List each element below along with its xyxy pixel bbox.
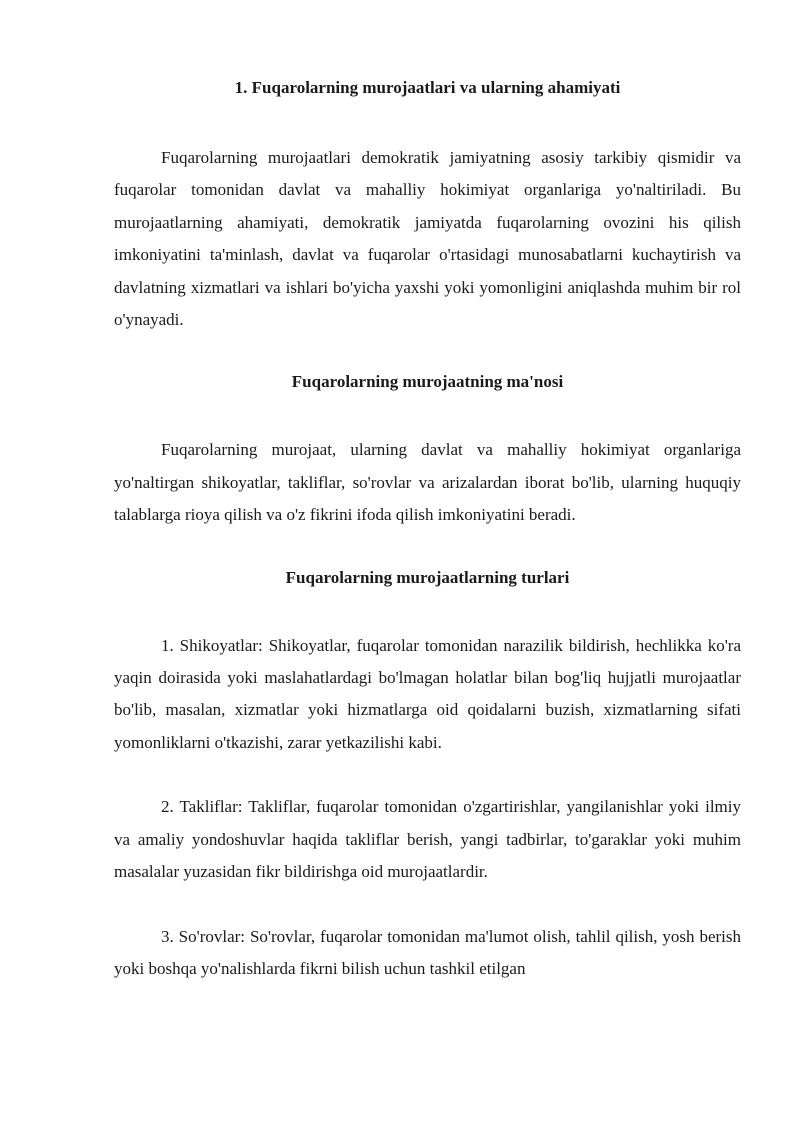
meaning-heading: Fuqarolarning murojaatning ma'nosi (291, 372, 564, 392)
type-item-complaints: 1. Shikoyatlar: Shikoyatlar, fuqarolar tomonidan narazilik bildirish, hechlikka ko'ra yaqin doirasida yoki maslahatlardagi bo'lmagan holatlar bilan bog'liq hujjatli murojaatlar bo'lib, masalan, xizmatlar yoki hizmatlarga oid qoidalarni buzish, xizmatlarning sifati yomonliklarni o'tkazishi, zarar yetkazilishi kabi. (114, 635, 741, 752)
document-body (114, 74, 741, 985)
intro-paragraph: Fuqarolarning murojaatlari demokratik jamiyatning asosiy tarkibiy qismidir va fuqarolar tomonidan davlat va mahalliy hokimiyat organlariga yo'naltiriladi. Bu murojaatlarning ahamiyati, demokratik jamiyatda fuqarolarning ovozini his qilish imkoniyatini ta'minlash, davlat va fuqarolar o'rtasidagi munosabatlarni kuchaytirish va davlatning xizmatlari va ishlari bo'yicha yaxshi yoki yomonligini aniqlashda muhim bir rol o'ynayadi. (114, 148, 741, 330)
type-item-proposals: 2. Takliflar: Takliflar, fuqarolar tomonidan o'zgartirishlar, yangilanishlar yoki ilmiy va amaliy yondoshuvlar haqida takliflar berish, yangi tadbirlar, to'garaklar yoki muhim masalalar yuzasidan fikr bildirishga oid murojaatlardir. (114, 797, 741, 882)
type-item-requests: 3. So'rovlar: So'rovlar, fuqarolar tomonidan ma'lumot olish, tahlil qilish, yosh berish yoki boshqa yo'nalishlarda fikrni bilish uchun tashkil etilgan (114, 926, 741, 978)
main-heading: 1. Fuqarolarning murojaatlari va ularning ahamiyati (234, 78, 621, 97)
types-heading: Fuqarolarning murojaatlarning turlari (285, 567, 570, 587)
meaning-paragraph: Fuqarolarning murojaat, ularning davlat va mahalliy hokimiyat organlariga yo'naltirgan shikoyatlar, takliflar, so'rovlar va arizalardan iborat bo'lib, ularning huquqiy talablarga rioya qilish va o'z fikrini ifoda qilish imkoniyatini beradi. (114, 440, 741, 525)
